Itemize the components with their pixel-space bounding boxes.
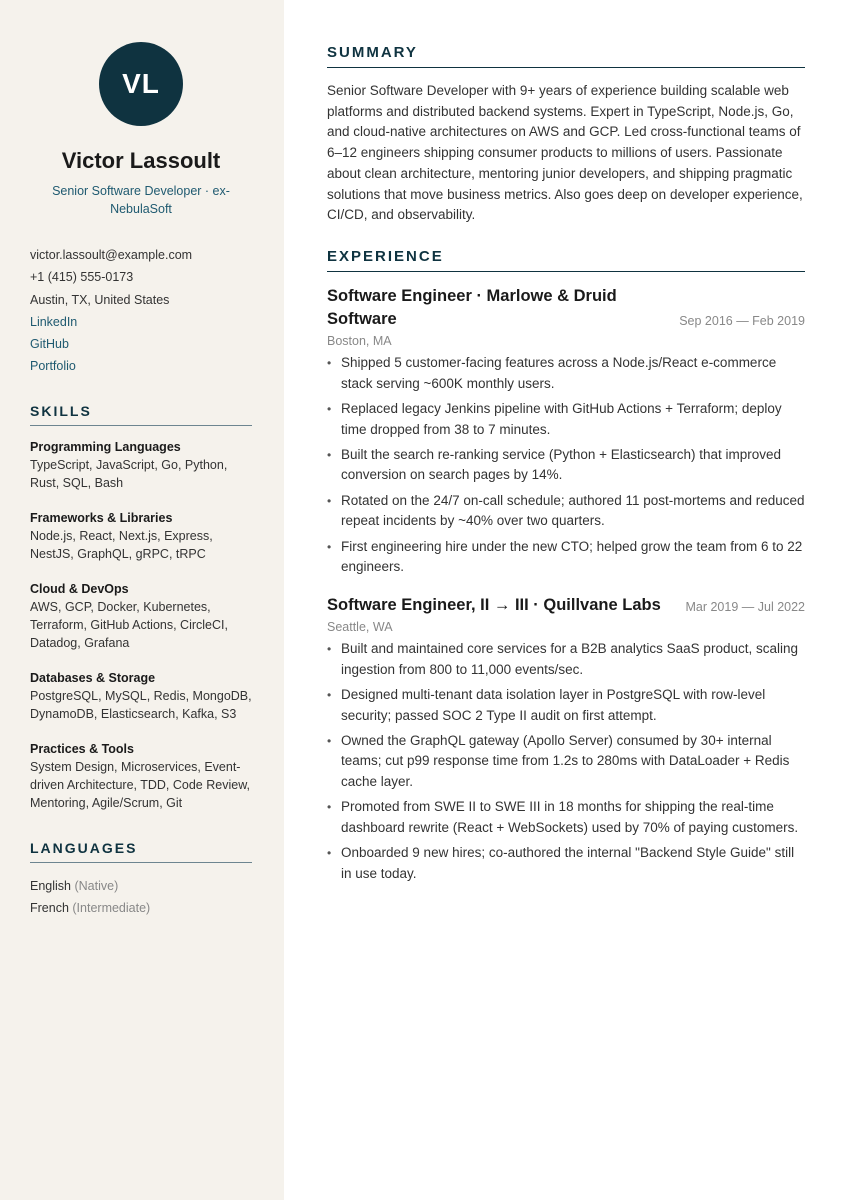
candidate-name: Victor Lassoult <box>61 148 221 173</box>
skills-section <box>30 403 252 812</box>
list-item: • Shipped 5 customer-facing features across a Node.js/React e-commerce stack serving ~600K monthly users. <box>327 353 805 394</box>
skill-group-title: Cloud & DevOps <box>30 581 129 596</box>
languages-section <box>30 840 252 919</box>
portfolio-link[interactable]: Portfolio <box>30 359 76 374</box>
summary-section <box>327 44 805 226</box>
list-item: • First engineering hire under the new CTO; helped grow the team from 6 to 22 engineers. <box>327 537 805 578</box>
job-header <box>327 594 805 617</box>
list-item: • Rotated on the 24/7 on-call schedule; authored 11 post-mortems and reduced repeat incidents by ~40% over two quarters. <box>327 491 805 532</box>
skill-group-title: Programming Languages <box>30 439 181 454</box>
linkedin-link[interactable]: LinkedIn <box>30 314 78 329</box>
skill-group <box>30 740 252 812</box>
skill-group <box>30 509 252 563</box>
list-item: • Onboarded 9 new hires; co-authored the internal "Backend Style Guide" still in use today. <box>327 843 805 884</box>
list-item: • Promoted from SWE II to SWE III in 18 months for shipping the real-time dashboard rewrite (React + WebSockets) used by 70% of paying customers. <box>327 797 805 838</box>
headline: Senior Software Developer · ex-NebulaSoft <box>52 184 230 216</box>
job-entry <box>327 285 805 578</box>
skill-group <box>30 669 252 723</box>
list-item: • Owned the GraphQL gateway (Apollo Server) consumed by 30+ internal teams; cut p99 response time from 1.2s to 280ms with DataLoader + Redis cache layer. <box>327 731 805 793</box>
skill-group-items: Node.js, React, Next.js, Express, NestJS, GraphQL, gRPC, tRPC <box>30 528 213 561</box>
summary-heading: SUMMARY <box>327 44 805 68</box>
experience-section <box>327 248 805 885</box>
job-bullets <box>327 639 805 885</box>
language-level: (Native) <box>74 878 119 893</box>
location: Austin, TX, United States <box>30 292 170 307</box>
summary-text: Senior Software Developer with 9+ years of experience building scalable web platforms and distributed backend systems. Expert in TypeScript, Node.js, Go, and cloud-native architectures on AWS and GCP. Led cross-functional teams of 6–12 engineers shipping consumer products to millions of users. Passionate about clean architecture, mentoring junior developers, and shipping pragmatic solutions that move business metrics. Also goes deep on developer experience, CI/CD, and observability. <box>327 83 803 223</box>
language-item <box>30 875 252 897</box>
job-dates: Sep 2016 — Feb 2019 <box>679 313 805 328</box>
skill-group-title: Frameworks & Libraries <box>30 510 173 525</box>
job-header <box>327 285 805 331</box>
list-item: • Built and maintained core services for a B2B analytics SaaS product, scaling ingestion from 800 to 11,000 events/sec. <box>327 639 805 680</box>
job-title: Software Engineer, II → III · Quillvane Labs <box>327 595 661 614</box>
list-item: • Designed multi-tenant data isolation layer in PostgreSQL with row-level security; passed SOC 2 Type II audit on first attempt. <box>327 685 805 726</box>
job-title: Software Engineer · Marlowe & Druid Software <box>327 286 617 328</box>
skill-group-items: AWS, GCP, Docker, Kubernetes, Terraform, GitHub Actions, CircleCI, Datadog, Grafana <box>30 599 228 650</box>
contact-block <box>30 244 252 378</box>
skill-group-items: System Design, Microservices, Event-driven Architecture, TDD, Code Review, Mentoring, Agile/Scrum, Git <box>30 759 251 810</box>
list-item: • Built the search re-ranking service (Python + Elasticsearch) that improved conversion on search pages by 14%. <box>327 445 805 486</box>
skills-heading: SKILLS <box>30 403 252 426</box>
sidebar <box>0 0 284 1200</box>
skill-group <box>30 438 252 492</box>
job-location: Boston, MA <box>327 333 392 348</box>
email: victor.lassoult@example.com <box>30 248 193 262</box>
github-link[interactable]: GitHub <box>30 337 69 352</box>
phone: +1 (415) 555-0173 <box>30 270 134 285</box>
skill-group-items: PostgreSQL, MySQL, Redis, MongoDB, DynamoDB, Elasticsearch, Kafka, S3 <box>30 688 252 721</box>
skill-group <box>30 580 252 652</box>
skill-group-title: Databases & Storage <box>30 670 156 685</box>
job-location: Seattle, WA <box>327 619 393 634</box>
list-item: • Replaced legacy Jenkins pipeline with GitHub Actions + Terraform; deploy time dropped from 38 to 7 minutes. <box>327 399 805 440</box>
skill-group-title: Practices & Tools <box>30 741 134 756</box>
language-level: (Intermediate) <box>72 900 151 915</box>
job-dates: Mar 2019 — Jul 2022 <box>685 599 805 614</box>
job-bullets <box>327 353 805 578</box>
language-name: French <box>30 900 69 915</box>
language-item <box>30 897 252 919</box>
job-entry <box>327 594 805 885</box>
language-name: English <box>30 878 71 893</box>
avatar: VL <box>99 42 183 126</box>
skill-group-items: TypeScript, JavaScript, Go, Python, Rust, SQL, Bash <box>30 457 228 490</box>
languages-heading: LANGUAGES <box>30 840 252 863</box>
experience-heading: EXPERIENCE <box>327 248 805 272</box>
main-content <box>327 44 805 901</box>
